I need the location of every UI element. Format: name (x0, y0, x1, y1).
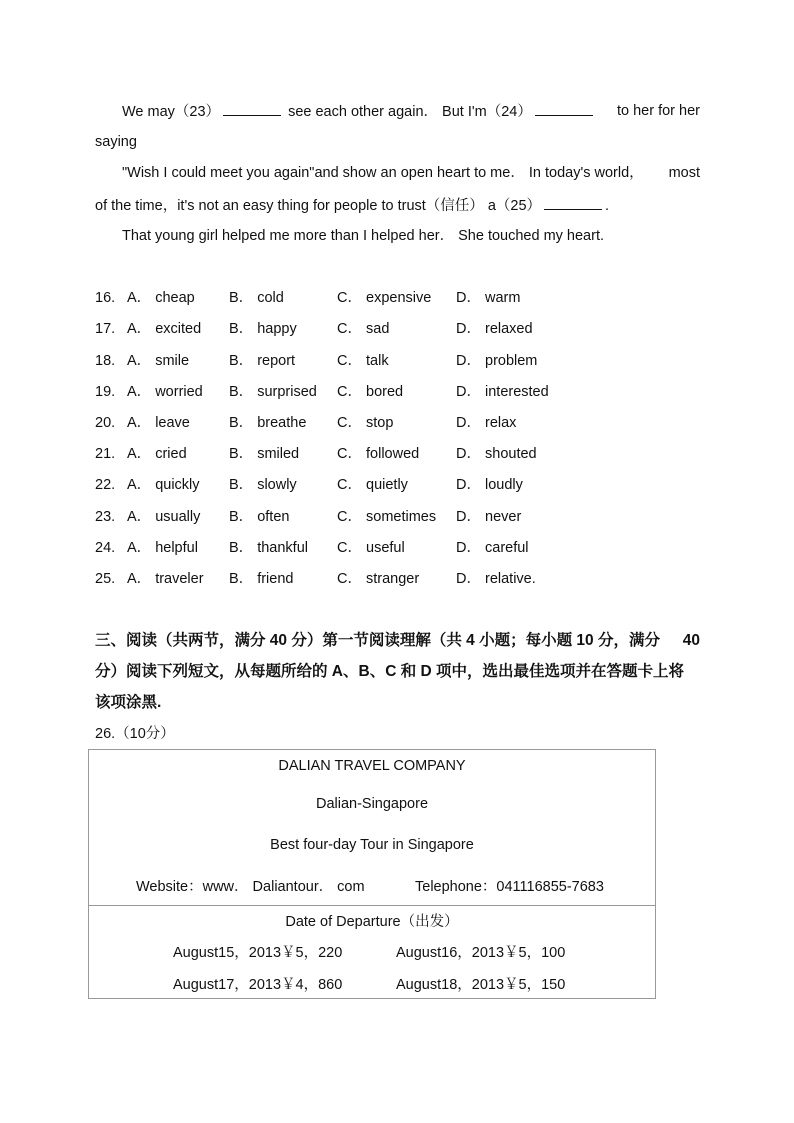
answer-blank-23 (223, 101, 281, 116)
passage-line-2: saying (95, 134, 137, 150)
option-d: D． interested (456, 384, 549, 400)
section-heading-line-2: 分）阅读下列短文，从每题所给的 A、B、C 和 D 项中，选出最佳选项并在答题卡上将 (95, 663, 685, 680)
answer-blank-25 (544, 195, 602, 210)
option-d: D． warm (456, 290, 521, 306)
option-b: B． report (229, 353, 296, 369)
option-row (95, 569, 655, 589)
departure-date: August17，2013￥4，860 (173, 977, 343, 993)
option-c: C． expensive (337, 290, 432, 306)
option-row (95, 475, 655, 495)
option-c: C． quietly (337, 477, 408, 493)
ad-website: Website：www． Daliantour． com (136, 879, 365, 895)
question-number: 16. (95, 290, 116, 306)
question-number: 25. (95, 571, 116, 587)
option-b: B． breathe (229, 415, 307, 431)
passage-line-4 (95, 195, 700, 216)
option-c: C． talk (337, 353, 389, 369)
option-a: A． smile (127, 353, 190, 369)
passage-text: We may（23） (122, 104, 221, 120)
passage-line-5: That young girl helped me more than I helped her． She touched my heart. (122, 228, 605, 244)
option-row (95, 319, 655, 339)
option-d: D． relax (456, 415, 517, 431)
option-row (95, 507, 655, 527)
question-label: 26.（10分） (95, 726, 175, 742)
section-heading-text: 40 (682, 632, 700, 649)
option-b: B． cold (229, 290, 284, 306)
ad-departure-heading: Date of Departure（出发） (285, 914, 459, 930)
option-d: D． problem (456, 353, 538, 369)
option-b: B． slowly (229, 477, 297, 493)
option-a: A． quickly (127, 477, 200, 493)
option-a: A． traveler (127, 571, 204, 587)
answer-blank-24 (535, 101, 593, 116)
passage-line-1 (122, 101, 700, 122)
question-number: 17. (95, 321, 116, 337)
option-row (95, 413, 655, 433)
question-number: 24. (95, 540, 116, 556)
option-a: A． cried (127, 446, 187, 462)
option-c: C． followed (337, 446, 420, 462)
option-row (95, 538, 655, 558)
section-heading-line-1 (95, 625, 700, 656)
ad-route: Dalian-Singapore (315, 796, 429, 812)
option-row (95, 351, 655, 371)
ad-telephone: Telephone：041116855-7683 (415, 879, 604, 895)
passage-text: see each other again． But I'm（24） (288, 104, 532, 120)
option-d: D． relaxed (456, 321, 533, 337)
option-d: D． never (456, 509, 522, 525)
question-number: 20. (95, 415, 116, 431)
passage-text: "Wish I could meet you again"and show an open heart to me． In today's world， (122, 165, 644, 181)
question-number: 21. (95, 446, 116, 462)
section-heading-line-3: 该项涂黑. (95, 694, 162, 711)
option-row (95, 444, 655, 464)
passage-line-3 (122, 163, 700, 183)
section-heading-text: 三、阅读（共两节，满分 40 分）第一节阅读理解（共 4 小题；每小题 10 分，满分 (95, 632, 660, 649)
departure-date: August16，2013￥5，100 (396, 945, 566, 961)
option-b: B． smiled (229, 446, 300, 462)
option-c: C． sad (337, 321, 390, 337)
ad-company: DALIAN TRAVEL COMPANY (278, 758, 466, 774)
option-d: D． careful (456, 540, 529, 556)
departure-date: August18，2013￥5，150 (396, 977, 566, 993)
option-d: D． relative. (456, 571, 536, 587)
ad-tour: Best four-day Tour in Singapore (270, 837, 474, 853)
passage-text: most (668, 165, 700, 181)
option-c: C． stop (337, 415, 394, 431)
passage-text: to her for her (616, 103, 700, 119)
option-b: B． happy (229, 321, 297, 337)
option-b: B． surprised (229, 384, 317, 400)
ad-divider (89, 905, 655, 906)
option-a: A． worried (127, 384, 203, 400)
option-a: A． helpful (127, 540, 198, 556)
option-c: C． stranger (337, 571, 420, 587)
question-number: 23. (95, 509, 116, 525)
option-b: B． friend (229, 571, 294, 587)
passage-text: . (605, 198, 610, 214)
question-number: 22. (95, 477, 116, 493)
option-b: B． often (229, 509, 290, 525)
question-number: 18. (95, 353, 116, 369)
travel-ad-box (88, 749, 656, 999)
option-row (95, 382, 655, 402)
option-c: C． useful (337, 540, 405, 556)
option-d: D． shouted (456, 446, 537, 462)
question-number: 19. (95, 384, 116, 400)
option-a: A． leave (127, 415, 190, 431)
option-row (95, 288, 655, 308)
passage-text: of the time，it's not an easy thing for people to trust（信任） a（25） (95, 198, 542, 214)
option-a: A． cheap (127, 290, 195, 306)
option-a: A． excited (127, 321, 202, 337)
option-c: C． sometimes (337, 509, 437, 525)
option-a: A． usually (127, 509, 201, 525)
option-d: D． loudly (456, 477, 523, 493)
option-c: C． bored (337, 384, 404, 400)
option-b: B． thankful (229, 540, 308, 556)
departure-date: August15，2013￥5，220 (173, 945, 343, 961)
